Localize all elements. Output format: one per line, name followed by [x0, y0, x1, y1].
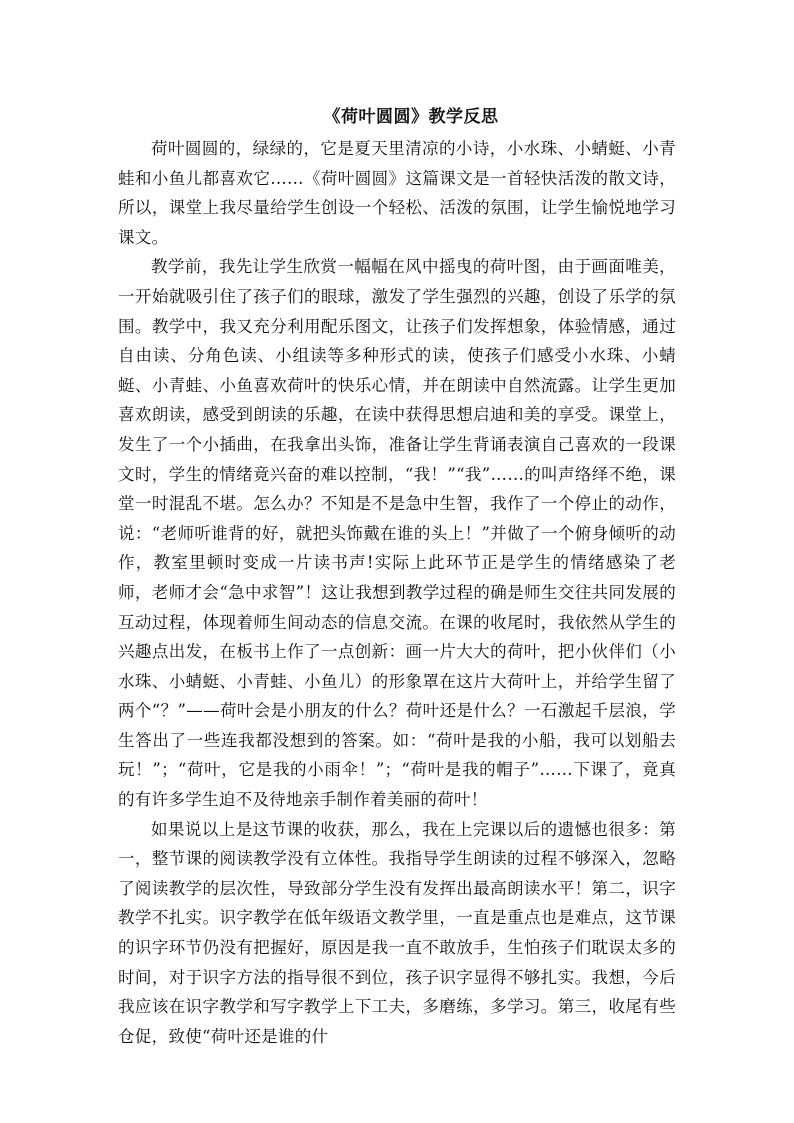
paragraph-2: 教学前，我先让学生欣赏一幅幅在风中摇曳的荷叶图，由于画面唯美，一开始就吸引住了孩子们的眼球，激发了学生强烈的兴趣，创设了乐学的氛围。教学中，我又充分利用配乐图文，让孩子们发挥想象，体验情感，通过自由读、分角色读、小组读等多种形式的读，使孩子们感受小水珠、小蜻蜓、小青蛙、小鱼喜欢荷叶的快乐心情，并在朗读中自然流露。让学生更加喜欢朗读，感受到朗读的乐趣，在读中获得思想启迪和美的享受。课堂上，发生了一个小插曲，在我拿出头饰，准备让学生背诵表演自己喜欢的一段课文时，学生的情绪竟兴奋的难以控制，“我！”“我”……的叫声络绎不绝，课堂一时混乱不堪。怎么办？不知是不是急中生智，我作了一个停止的动作，说：“老师听谁背的好，就把头饰戴在谁的头上！”并做了一个俯身倾听的动作，教室里顿时变成一片读书声!实际上此环节正是学生的情绪感染了老师，老师才会“急中求智”！这让我想到教学过程的确是师生交往共同发展的互动过程，体现着师生间动态的信息交流。在课的收尾时，我依然从学生的兴趣点出发，在板书上作了一点创新：画一片大大的荷叶，把小伙伴们（小水珠、小蜻蜓、小青蛙、小鱼儿）的形象罩在这片大荷叶上，并给学生留了两个“？”——荷叶会是小朋友的什么？荷叶还是什么？一石激起千层浪，学生答出了一些连我都没想到的答案。如：“荷叶是我的小船，我可以划船去玩！”；“荷叶，它是我的小雨伞！”；“荷叶是我的帽子”……下课了，竟真的有许多学生迫不及待地亲手制作着美丽的荷叶！: [118, 257, 676, 810]
document-page: [118, 100, 676, 1051]
document-title: 《荷叶圆圆》教学反思: [323, 107, 499, 127]
paragraph-3: 如果说以上是这节课的收获，那么，我在上完课以后的遗憾也很多：第一，整节课的阅读教学没有立体性。我指导学生朗读的过程不够深入，忽略了阅读教学的层次性，导致部分学生没有发挥出最高朗读水平！第二，识字教学不扎实。识字教学在低年级语文教学里，一直是重点也是难点，这节课的识字环节仍没有把握好，原因是我一直不敢放手，生怕孩子们耽误太多的时间，对于识字方法的指导很不到位，孩子识字显得不够扎实。我想，今后我应该在识字教学和写字教学上下工夫，多磨练，多学习。第三，收尾有些仓促，致使“荷叶还是谁的什: [118, 819, 676, 1046]
paragraph-1: 荷叶圆圆的，绿绿的，它是夏天里清凉的小诗，小水珠、小蜻蜓、小青蛙和小鱼儿都喜欢它……《荷叶圆圆》这篇课文是一首轻快活泼的散文诗，所以，课堂上我尽量给学生创设一个轻松、活泼的氛围，让学生愉悦地学习课文。: [118, 139, 676, 247]
